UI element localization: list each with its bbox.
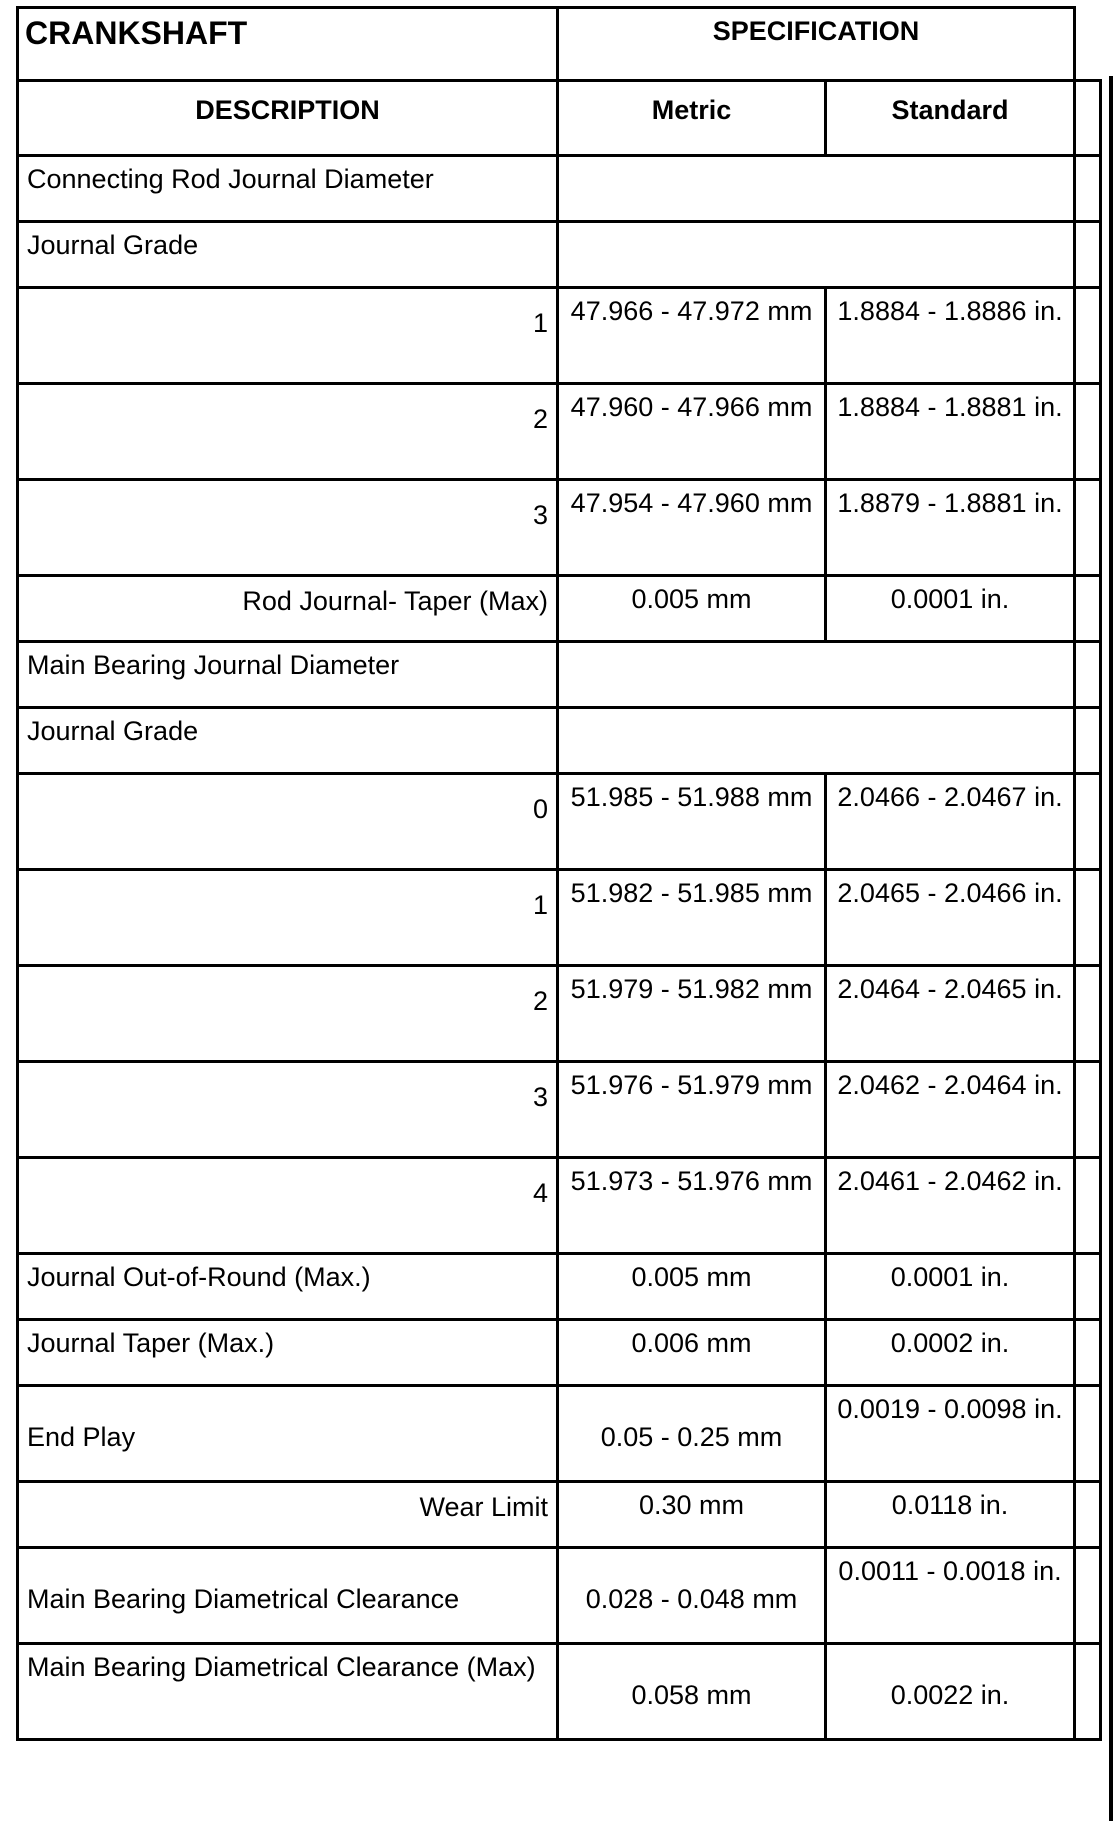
description-header: DESCRIPTION (18, 81, 558, 156)
grade-number: 0 (18, 774, 558, 870)
metric-value: 0.005 mm (558, 1254, 826, 1320)
grade-number: 3 (18, 480, 558, 576)
right-edge-bar (1099, 76, 1113, 1821)
standard-value: 0.0011 - 0.0018 in. (826, 1548, 1075, 1644)
standard-value: 1.8884 - 1.8881 in. (826, 384, 1075, 480)
standard-value: 1.8884 - 1.8886 in. (826, 288, 1075, 384)
standard-value: 0.0001 in. (826, 1254, 1075, 1320)
metric-value: 47.960 - 47.966 mm (558, 384, 826, 480)
standard-value: 2.0466 - 2.0467 in. (826, 774, 1075, 870)
row-description: Journal Taper (Max.) (18, 1320, 558, 1386)
standard-value: 0.0019 - 0.0098 in. (826, 1386, 1075, 1482)
metric-value: 0.30 mm (558, 1482, 826, 1548)
row-description: Main Bearing Journal Diameter (18, 642, 558, 708)
metric-header: Metric (558, 81, 826, 156)
row-description: Rod Journal- Taper (Max) (18, 576, 558, 642)
row-description: Journal Out-of-Round (Max.) (18, 1254, 558, 1320)
row-spec-empty (558, 642, 1075, 708)
grade-number: 1 (18, 870, 558, 966)
standard-value: 2.0464 - 2.0465 in. (826, 966, 1075, 1062)
metric-value: 51.976 - 51.979 mm (558, 1062, 826, 1158)
row-description: Main Bearing Diametrical Clearance (Max) (18, 1644, 558, 1740)
grade-number: 2 (18, 966, 558, 1062)
row-description: End Play (18, 1386, 558, 1482)
specification-header: SPECIFICATION (558, 8, 1075, 81)
metric-value: 0.005 mm (558, 576, 826, 642)
row-spec-empty (558, 156, 1075, 222)
metric-value: 51.973 - 51.976 mm (558, 1158, 826, 1254)
row-description: Journal Grade (18, 222, 558, 288)
row-description: Main Bearing Diametrical Clearance (18, 1548, 558, 1644)
row-spec-empty (558, 222, 1075, 288)
metric-value: 0.028 - 0.048 mm (558, 1548, 826, 1644)
metric-value: 51.982 - 51.985 mm (558, 870, 826, 966)
grade-number: 1 (18, 288, 558, 384)
metric-value: 0.05 - 0.25 mm (558, 1386, 826, 1482)
standard-value: 0.0118 in. (826, 1482, 1075, 1548)
standard-value: 0.0022 in. (826, 1644, 1075, 1740)
grade-number: 2 (18, 384, 558, 480)
standard-value: 2.0462 - 2.0464 in. (826, 1062, 1075, 1158)
standard-value: 2.0461 - 2.0462 in. (826, 1158, 1075, 1254)
metric-value: 47.966 - 47.972 mm (558, 288, 826, 384)
metric-value: 0.006 mm (558, 1320, 826, 1386)
row-spec-empty (558, 708, 1075, 774)
standard-header: Standard (826, 81, 1075, 156)
grade-number: 3 (18, 1062, 558, 1158)
row-description: Wear Limit (18, 1482, 558, 1548)
metric-value: 47.954 - 47.960 mm (558, 480, 826, 576)
standard-value: 0.0001 in. (826, 576, 1075, 642)
standard-value: 0.0002 in. (826, 1320, 1075, 1386)
standard-value: 2.0465 - 2.0466 in. (826, 870, 1075, 966)
spec-sheet (16, 6, 1099, 1741)
grade-number: 4 (18, 1158, 558, 1254)
table-title: CRANKSHAFT (18, 8, 558, 81)
row-description: Journal Grade (18, 708, 558, 774)
crankshaft-spec-table (16, 6, 1102, 1741)
metric-value: 0.058 mm (558, 1644, 826, 1740)
metric-value: 51.979 - 51.982 mm (558, 966, 826, 1062)
standard-value: 1.8879 - 1.8881 in. (826, 480, 1075, 576)
metric-value: 51.985 - 51.988 mm (558, 774, 826, 870)
row-description: Connecting Rod Journal Diameter (18, 156, 558, 222)
